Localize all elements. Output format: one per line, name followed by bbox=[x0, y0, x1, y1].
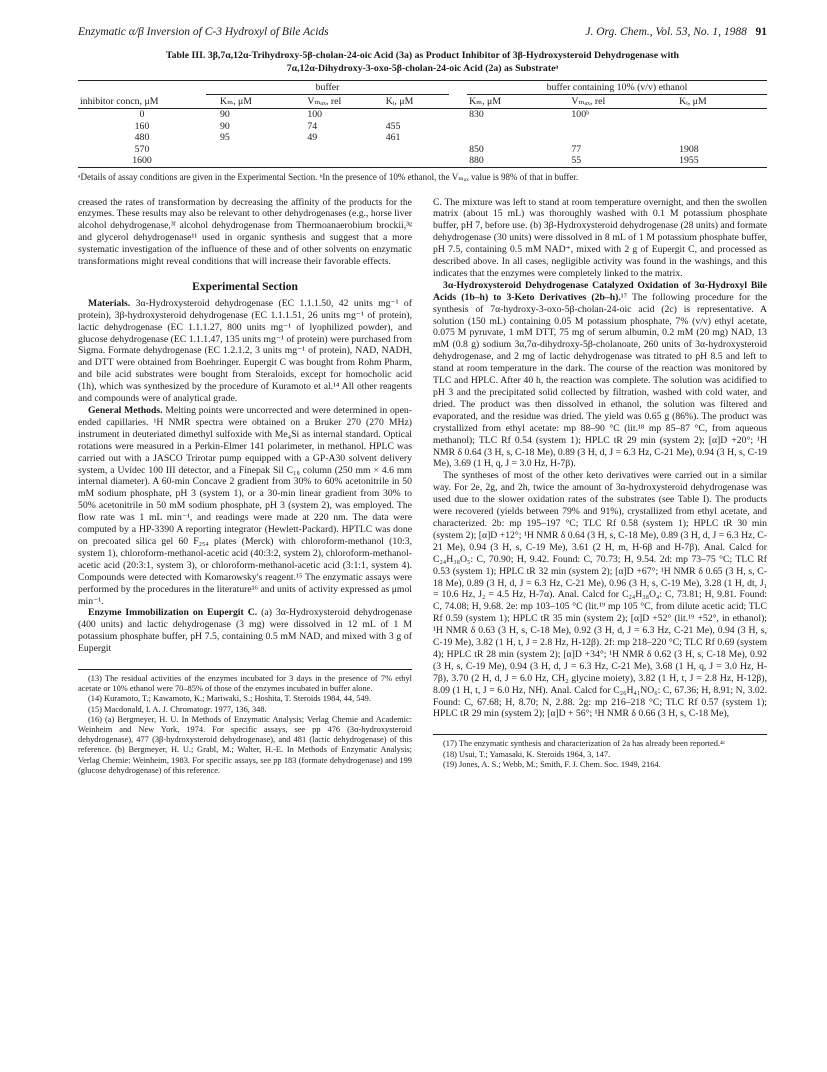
table-cell: 570 bbox=[134, 143, 150, 155]
col-header: Vₘₐₓ, rel bbox=[307, 96, 342, 107]
table-cell: 90 bbox=[220, 120, 230, 132]
body-columns bbox=[78, 197, 767, 777]
table-row bbox=[78, 144, 767, 156]
reference: (15) Macdonald, I. A. J. Chromatogr. 1977, 136, 348. bbox=[88, 704, 267, 714]
paragraph: C. The mixture was left to stand at room temperature overnight, and then the swollen matrix (about 15 mL) was thoroughly washed with 0.1 M potassium phosphate buffer, pH 7, before use. (b) 3β-Hydroxysteroid dehydrogenase (28 units) and formate dehydrogenase (30 units) were dissolved in 8 mL of 1 M potassium phosphate buffer, pH 7.5, containing 0.5 mM NAD⁺, mixed with 2 g of Eupergit C, and processed as described above. In all cases, negligible activity was found in the washings, and this indicates that the enzymes were completely linked to the matrix. bbox=[433, 196, 767, 279]
table-cell: 1600 bbox=[132, 155, 152, 166]
paragraph-text: ¹⁷ The following procedure for the synthesis of 7α-hydroxy-3-oxo-5β-cholan-24-oic acid (2c) is representative. A solution (150 mL) containing 0.05 M potassium phosphate, 7% (v/v) ethyl acetate, 0.075 M pyruvate, 1 mM DTT, 75 mg of serum albumin, 0.2 mM (20 mg) NAD, 13 mM (0.8 g) sodium 3α,7α-dihydroxy-5β-cholanoate, 260 units of 3α-hydroxysteroid dehydrogenase, and 2 mg of lactic dehydrogenase was titrated to pH 8.5 and left to stand at room temperature in the dark. The course of the reaction was monitored by TLC and HPLC. After 40 h, the reaction was complete. The solution was acidified to pH 3 and the precipitated solid collected by filtration, washed with cold water, and dried. The product was then dissolved in ethanol, the solution was filtered and evaporated, and the residue was dried. The yield was 0.65 g (86%). The product was crystallized from ethyl acetate: mp 88–90 °C (lit.¹⁸ mp 85–87 °C, from aqueous methanol); TLC Rf 0.54 (system 1); HPLC tR 29 min (system 2); [α]D +20°; ¹H NMR δ 0.64 (3 H, s, C-18 Me), 0.89 (3 H, d, J = 6.3 Hz, C-21 Me), 0.94 (3 H, s, C-19 Me), 3.69 (1 H, q, J = 3.0 Hz, H-7β). bbox=[433, 291, 768, 470]
table-footnote: ᵃDetails of assay conditions are given in the Experimental Section. ᵇIn the presence of 10% ethanol, the Vₘₐₓ value is 98% of that in buffer. bbox=[78, 171, 579, 182]
col-header: Kᵢ, μM bbox=[385, 96, 414, 107]
table-caption-line-2: 7α,12α-Dihydroxy-3-oxo-5β-cholan-24-oic Acid (2a) as Substrateᵃ bbox=[286, 62, 559, 74]
table-row bbox=[78, 109, 767, 121]
table-cell bbox=[384, 109, 449, 121]
paragraph: creased the rates of transformation by decreasing the affinity of the products for the enzymes. These results may also be relevant to other dehydrogenases (e.g., horse liver alcohol dehydrogenase,³ᶠ alcohol dehydrogenase from Thermoanaerobium brockii,³ᵍ and glycerol dehydrogenase¹¹ used in organic synthesis and suggest that a more systematic investigation of the influence of these and of other solvents on enzymatic transformations might reveal conditions that will increase their favorable effects. bbox=[78, 196, 412, 268]
col-header: Kᵢ, μM bbox=[679, 96, 707, 107]
run-in-heading: Materials. bbox=[88, 297, 131, 309]
table-cell: 1955 bbox=[679, 155, 699, 166]
section-heading: Experimental Section bbox=[192, 280, 298, 293]
table-cell: 830 bbox=[469, 109, 484, 120]
paragraph bbox=[78, 607, 412, 655]
table-cell: 77 bbox=[571, 143, 582, 155]
reference: (13) The residual activities of the enzymes incubated for 3 days in the presence of 7% ethyl acetate or 10% ethanol were 70–85% of those of the enzymes incubated in buffer alone. bbox=[78, 674, 412, 694]
table-cell bbox=[569, 132, 677, 144]
table-cell bbox=[467, 132, 569, 144]
table-cell: 880 bbox=[469, 155, 484, 166]
journal-citation: J. Org. Chem., Vol. 53, No. 1, 1988 bbox=[585, 26, 747, 38]
table-cell: 95 bbox=[220, 132, 230, 143]
running-head-title: Enzymatic α/β Inversion of C-3 Hydroxyl of Bile Acids bbox=[78, 26, 329, 38]
paragraph bbox=[78, 405, 412, 607]
table-cell bbox=[206, 155, 305, 167]
table-cell: 461 bbox=[385, 132, 401, 143]
reference: (17) The enzymatic synthesis and characterization of 2a has already been reported.⁴ᶜ bbox=[443, 739, 726, 749]
run-in-heading: 3α-Hydroxysteroid Dehydrogenase Catalyzed Oxidation of 3α-Hydroxyl Bile Acids (1b–h) to 3-Keto Derivatives (2b–h). bbox=[433, 279, 767, 303]
col-header: Kₘ, μM bbox=[469, 96, 502, 107]
table-cell: 0 bbox=[139, 109, 145, 120]
group-header-ethanol: buffer containing 10% (v/v) ethanol bbox=[467, 81, 767, 95]
table-cell bbox=[677, 109, 767, 121]
references-left bbox=[78, 669, 412, 776]
reference: (18) Usui, T.; Yamasaki, K. Steroids 1964, 3, 147. bbox=[443, 749, 611, 759]
table-cell bbox=[305, 144, 383, 156]
table-cell bbox=[384, 144, 449, 156]
table-cell: 100ᵇ bbox=[571, 109, 590, 120]
run-in-heading: Enzyme Immobilization on Eupergit C. bbox=[88, 607, 258, 619]
table-cell: 850 bbox=[469, 143, 484, 155]
table-cell bbox=[677, 132, 767, 144]
paragraph bbox=[433, 280, 767, 471]
table-cell bbox=[677, 121, 767, 133]
table-caption-line-1: Table III. 3β,7α,12α-Trihydroxy-5β-cholan-24-oic Acid (3a) as Product Inhibitor of 3β-Hydroxysteroid Dehydrogenase with bbox=[165, 50, 680, 61]
table-row bbox=[78, 121, 767, 133]
reference: (14) Kuramoto, T.; Kawamoto, K.; Mariwaki, S.; Hoshita, T. Steroids 1984, 44, 549. bbox=[88, 694, 371, 704]
table-cell: 90 bbox=[220, 109, 230, 120]
table-cell: 480 bbox=[134, 132, 150, 143]
col-header: Vₘₐₓ, rel bbox=[571, 96, 606, 107]
right-column bbox=[433, 197, 767, 777]
table-cell bbox=[384, 155, 449, 167]
table-cell bbox=[569, 121, 677, 133]
running-head-journal bbox=[585, 26, 767, 44]
group-header-buffer: buffer bbox=[206, 81, 449, 95]
table-cell: 74 bbox=[307, 120, 318, 132]
paragraph: The syntheses of most of the other keto derivatives were carried out in a similar way. For 2e, 2g, and 2h, twice the amount of 3α-hydroxysteroid dehydrogenase was used due to the slower oxidation rates of the substrates (see Table I). The products were recovered (yields between 79% and 91%), crystallized from ethyl acetate, and characterized. 2b: mp 195–197 °C; TLC Rf 0.58 (system 1); HPLC tR 30 min (system 2); [α]D +12°; ¹H NMR δ 0.64 (3 H, s, C-18 Me), 0.89 (3 H, d, J = 6.3 Hz, C-21 Me), 0.94 (3 H, s, C-19 Me), 3.61 (2 H, m, H-6β and H-7β). Anal. Calcd for C₂₄H₃₈O₅: C, 70.90; H, 9.42. Found: C, 70.73; H, 9.54. 2d: mp 73–75 °C; TLC Rf 0.53 (system 1); HPLC tR 32 min (system 2); [α]D +67°; ¹H NMR δ 0.65 (3 H, s, C-18 Me), 0.89 (3 H, d, J = 6.3 Hz, C-21 Me), 0.96 (3 H, s, C-19 Me), 3.28 (1 H, dt, J₁ = 10.6 Hz, J₂ = 4.5 Hz, H-7α). Anal. Calcd for C₂₄H₃₈O₄: C, 73.81; H, 9.81. Found: C, 74.08; H, 9.68. 2e: mp 103–105 °C (lit.¹⁹ mp 105 °C, from dilute acetic acid; TLC Rf 0.59 (system 1); HPLC tR 35 min (system 2); [α]D +52° (lit.¹⁹ +52°, in ethanol); ¹H NMR δ 0.63 (3 H, s, C-18 Me), 0.92 (3 H, d, J = 6.3 Hz, C-21 Me), 0.94 (3 H, s, C-19 Me), 3.82 (1 H, t, J = 2.8 Hz, H-12β). 2f: mp 218–220 °C; TLC Rf 0.69 (system 4); HPLC tR 28 min (system 2); [α]D +34°; ¹H NMR δ 0.62 (3 H, s, C-18 Me), 0.92 (3 H, s, C-19 Me), 0.94 (3 H, d, J = 6.3 Hz, C-21 Me), 3.68 (1 H, q, J = 3.0 Hz, H-7β), 3.70 (2 H, d, J = 6.0 Hz, CH₂ glycine moiety), 3.82 (1 H, t, J = 2.8 Hz, H-12β), 8.09 (1 H, t, J = 6.0 Hz, NH). Anal. Calcd for C₂₆H₄₁NO₆: C, 67.36; H, 8.91; N, 3.02. Found: C, 67.68; H, 8.70; N, 2.88. 2g: mp 216–218 °C; TLC Rf 0.57 (system 1); HPLC tR 29 min (system 2); [α]D + 56°; ¹H NMR δ 0.66 (3 H, s, C-18 Me), bbox=[433, 470, 767, 720]
running-head bbox=[78, 26, 767, 44]
table-cell bbox=[467, 121, 569, 133]
page-number: 91 bbox=[755, 26, 767, 38]
table-cell: 49 bbox=[307, 132, 318, 143]
run-in-heading: General Methods. bbox=[88, 405, 163, 416]
kinetics-table bbox=[78, 80, 767, 168]
reference: (19) Jones, A. S.; Webb, M.; Smith, F. J. Chem. Soc. 1949, 2164. bbox=[443, 759, 661, 769]
table-cell: 455 bbox=[385, 120, 401, 132]
table-cell: 100 bbox=[307, 109, 323, 120]
paragraph bbox=[78, 298, 412, 405]
reference: (16) (a) Bergmeyer, H. U. In Methods of Enzymatic Analysis; Verlag Chemie and Academic: Weinheim and New York, 1974. For specific assays, see pp 476 (3α-hydroxysteroid dehydrogenase), 477 (3β-hydroxysteroid dehydrogenase), and 481 (lactic dehydrogenase) of this reference. (b) Bergmeyer, H. U.; Grabl, M.; Walter, H.-E. In Methods of Enzymatic Analysis; Verlag Chemie: Weinheim, 1983. For specific assays, see pp 183 (formate dehydrogenase) and 199 (glucose dehydrogenase) of this reference. bbox=[78, 714, 412, 775]
table-row bbox=[78, 132, 767, 144]
references-right bbox=[433, 734, 767, 770]
table-cell: 55 bbox=[571, 155, 582, 166]
col-header: inhibitor concn, μM bbox=[80, 95, 159, 107]
table-cell: 1908 bbox=[679, 143, 699, 155]
table-cell bbox=[206, 144, 305, 156]
table-cell: 160 bbox=[134, 120, 150, 132]
paragraph-text: (a) 3α-Hydroxysteroid dehydrogenase (400 units) and lactic dehydrogenase (3 mg) were dissolved in 12 mL of 1 M potassium phosphate buffer, pH 7.5, containing 0.5 mM NAD, and mixed with 3 g of Eupergit bbox=[78, 607, 412, 655]
table-caption bbox=[78, 50, 767, 75]
col-header: Kₘ, μM bbox=[220, 96, 252, 107]
paragraph-text: Melting points were uncorrected and were determined in open-ended capillaries. ¹H NMR spectra were obtained on a Bruker 270 (270 MHz) instrument in deuteriated dimethyl sulfoxide with Me₄Si as internal standard. Optical rotations were measured in a Perkin-Elmer 141 polarimeter, in methanol. HPLC was carried out with a JASCO Trirotar pump equipped with a GP-A30 solvent delivery system, a Uvidec 100 III detector, and a Finepak Sil C₁₈ column (250 mm × 4.6 mm internal diameter). A 60-min Concave 2 gradient from 30% to 60% acetonitrile in 50 mM sodium phosphate, pH 3 (system 1), or a 30-min linear gradient from 30% to 50% acetonitrile in 50 mM sodium phosphate, pH 3 (system 2), was employed. The flow rate was 1 mL min⁻¹, and readings were made at 220 nm. The data were computed by a HP-3390 A reporting integrator (Hewlett-Packard). HPTLC was done on precoated silica gel 60 F₂₅₄ plates (Merck) with chloroform-methanol (10:3, system 1), chloroform-methanol-acetic acid (40:3:2, system 2), chloroform-methanol-acetic acid (20:3:1, system 3), or chloroform-methanol-acetic acid (3:1:1, system 4). Compounds were detected with Komarowsky's reagent.¹⁵ The enzymatic assays were performed by the procedures in the literature¹⁶ and units of activity expressed as μmol min⁻¹. bbox=[78, 405, 413, 607]
paragraph-text: 3α-Hydroxysteroid dehydrogenase (EC 1.1.1.50, 42 units mg⁻¹ of protein), 3β-hydroxysteroid dehydrogenase (EC 1.1.1.51, 26 units mg⁻¹ of protein), lactic dehydrogenase (EC 1.1.1.27, 800 units mg⁻¹ of lyophilized powder), and glucose dehydrogenase (EC 1.1.1.47, 135 units mg⁻¹ of protein) were purchased from Sigma. Formate dehydrogenase (EC 1.2.1.2, 3 units mg⁻¹ of protein), NAD, NADH, and DTT were obtained from Boehringer. Eupergit C was bought from Rohm Pharm, and bile acid substrates were bought from Steraloids, except for homocholic acid (1h), which was synthesized by the procedure of Kuramoto et al.¹⁴ All other reagents and compounds were of analytical grade. bbox=[78, 297, 412, 405]
table-cell bbox=[305, 155, 383, 167]
table-row bbox=[78, 155, 767, 167]
left-column bbox=[78, 197, 412, 777]
